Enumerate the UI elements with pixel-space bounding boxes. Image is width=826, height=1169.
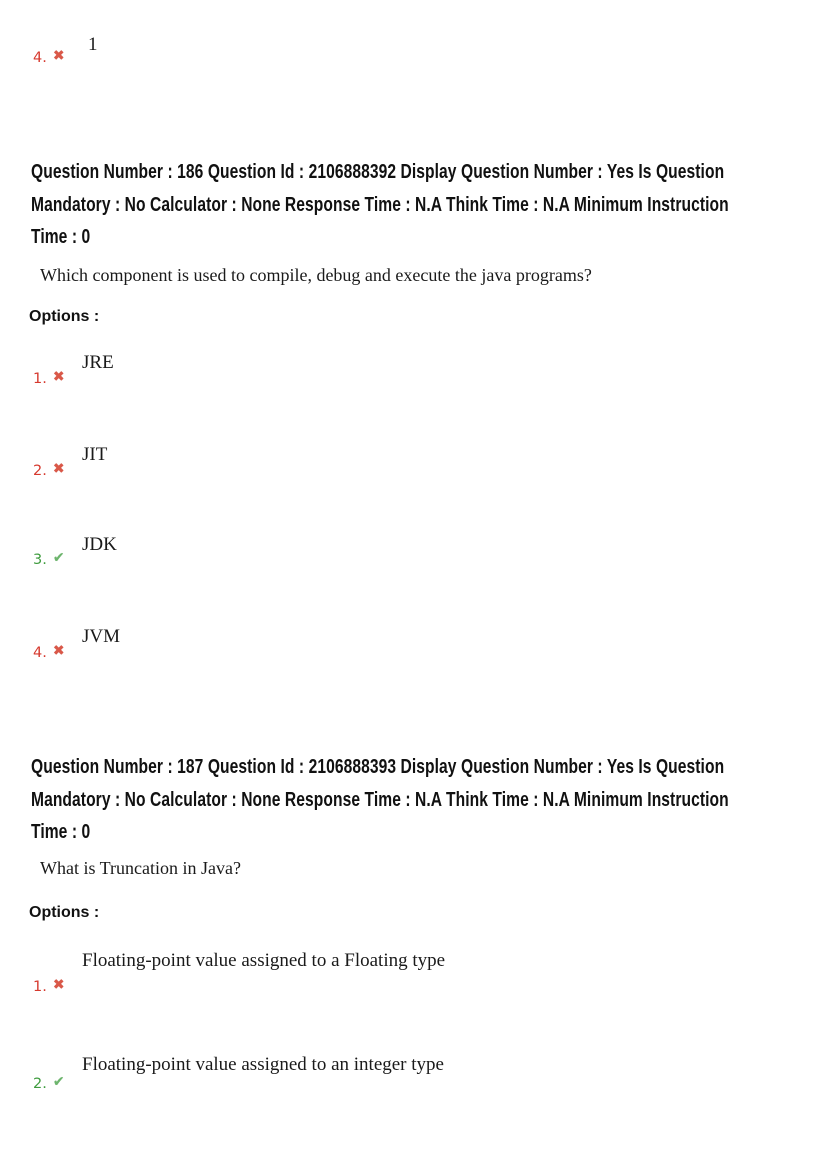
option-label: JVM xyxy=(82,626,121,647)
cross-icon: ✖ xyxy=(52,369,65,385)
option-label: JRE xyxy=(82,352,114,373)
option-marker xyxy=(33,550,65,570)
question-header-line: Mandatory : No Calculator : None Response Time : N.A Think Time : N.A Minimum Instruction xyxy=(31,193,729,216)
question-header-line: Time : 0 xyxy=(31,821,91,843)
check-icon: ✔ xyxy=(52,1074,65,1090)
question-header xyxy=(31,156,826,254)
option-marker xyxy=(33,977,65,997)
option-label: Floating-point value assigned to an integer type xyxy=(82,1054,444,1075)
question-header-line: Mandatory : No Calculator : None Response Time : N.A Think Time : N.A Minimum Instruction xyxy=(31,788,729,811)
option-number: 4. xyxy=(33,645,47,661)
option-label: JIT xyxy=(82,444,108,465)
option-marker xyxy=(33,643,65,663)
cross-icon: ✖ xyxy=(52,461,65,477)
question-header-line: Question Number : 187 Question Id : 2106888393 Display Question Number : Yes Is Question xyxy=(31,756,725,778)
option-marker xyxy=(33,48,65,68)
cross-icon: ✖ xyxy=(52,977,65,993)
option-number: 4. xyxy=(33,50,47,66)
option-number: 2. xyxy=(33,463,47,479)
question-text: What is Truncation in Java? xyxy=(40,858,241,878)
options-label: Options : xyxy=(29,904,100,921)
options-label: Options : xyxy=(29,308,100,325)
question-text: Which component is used to compile, debug and execute the java programs? xyxy=(40,265,592,285)
cross-icon: ✖ xyxy=(52,643,65,659)
cross-icon: ✖ xyxy=(52,48,65,64)
option-number: 1. xyxy=(33,371,47,387)
option-label: JDK xyxy=(82,534,117,555)
check-icon: ✔ xyxy=(52,550,65,566)
option-number: 2. xyxy=(33,1076,47,1092)
option-marker xyxy=(33,369,65,389)
question-header xyxy=(31,751,826,849)
option-marker xyxy=(33,461,65,481)
question-header-line: Question Number : 186 Question Id : 2106888392 Display Question Number : Yes Is Question xyxy=(31,161,725,183)
option-number: 3. xyxy=(33,552,47,568)
question-header-line: Time : 0 xyxy=(31,226,91,248)
option-marker xyxy=(33,1074,65,1094)
option-number: 1. xyxy=(33,979,47,995)
option-label: Floating-point value assigned to a Floating type xyxy=(82,950,446,971)
option-label: 1 xyxy=(88,34,98,55)
